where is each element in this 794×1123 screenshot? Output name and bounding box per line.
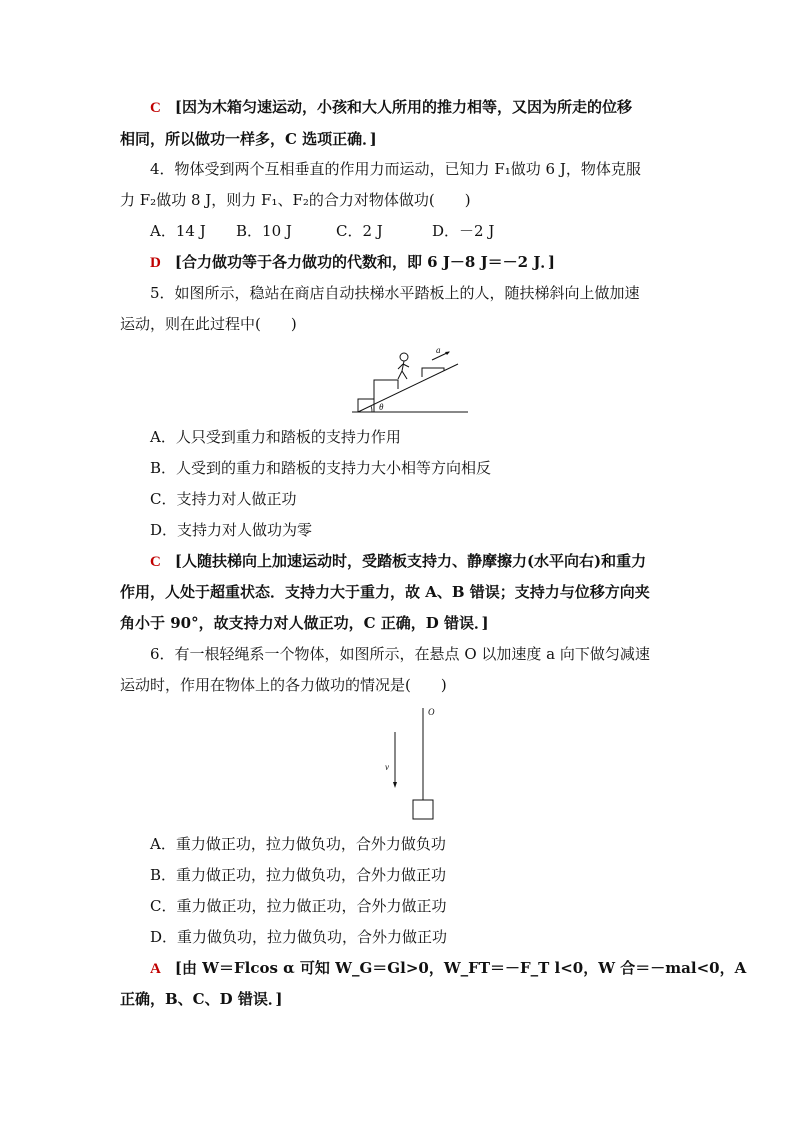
q4-options (150, 221, 710, 241)
q3-explanation-line2: 相同，所以做功一样多，C 选项正确．] (120, 130, 377, 148)
rope-figure (378, 704, 440, 824)
angle-label: θ (379, 402, 384, 412)
q4-stem-line2: 力 F₂做功 8 J，则力 F₁、F₂的合力对物体做功( ) (120, 191, 471, 209)
q6-explanation-line1: [由 W＝Flcos α 可知 W_G＝Gl>0，W_FT＝－F_T l<0，W 合＝－mal<0，A (174, 959, 747, 977)
q5-explanation-line3: 角小于 90°，故支持力对人做正功，C 正确，D 错误．] (120, 614, 489, 632)
q5-option-d: D．支持力对人做功为零 (150, 521, 313, 539)
q6-option-b: B．重力做正功，拉力做负功，合外力做正功 (150, 866, 447, 884)
q4-explanation (150, 252, 710, 273)
q6-stem-line2: 运动时，作用在物体上的各力做功的情况是( ) (120, 676, 447, 694)
point-label: O (428, 707, 435, 717)
q5-stem-line1: 5．如图所示，稳站在商店自动扶梯水平踏板上的人，随扶梯斜向上做加速 (150, 284, 640, 302)
q3-explanation-line1: [因为木箱匀速运动，小孩和大人所用的推力相等，又因为所走的位移 (174, 98, 632, 116)
hanging-block (413, 800, 433, 819)
q6-option-c: C．重力做正功，拉力做正功，合外力做正功 (150, 897, 447, 915)
q5-answer-letter: C (150, 554, 161, 570)
q5-option-a: A．人只受到重力和踏板的支持力作用 (150, 428, 401, 446)
escalator-figure (352, 344, 474, 416)
q3-answer-letter: C (150, 100, 161, 116)
q5-option-b: B．人受到的重力和踏板的支持力大小相等方向相反 (150, 459, 492, 477)
q6-explanation-line2: 正确，B、C、D 错误．] (120, 990, 283, 1008)
q5-stem-line2: 运动，则在此过程中( ) (120, 315, 297, 333)
q6-answer-letter: A (150, 961, 161, 977)
q4-option-a: A．14 J (150, 222, 206, 240)
q5-option-c: C．支持力对人做正功 (150, 490, 297, 508)
q4-stem-line1: 4．物体受到两个互相垂直的作用力而运动，已知力 F₁做功 6 J，物体克服 (150, 160, 641, 178)
q5-explanation (150, 551, 710, 572)
acceleration-label: a (436, 345, 441, 355)
velocity-label: v (385, 762, 389, 772)
q3-explanation (150, 97, 710, 118)
person-head (400, 353, 408, 361)
q6-option-d: D．重力做负功，拉力做负功，合外力做正功 (150, 928, 448, 946)
q4-option-c: C．2 J (336, 222, 383, 240)
q4-option-b: B．10 J (236, 222, 292, 240)
q5-explanation-line1: [人随扶梯向上加速运动时，受踏板支持力、静摩擦力(水平向右)和重力 (174, 552, 647, 570)
q6-stem-line1: 6．有一根轻绳系一个物体，如图所示，在悬点 O 以加速度 a 向下做匀减速 (150, 645, 650, 663)
q4-answer-letter: D (150, 255, 161, 271)
q4-option-d: D．－2 J (432, 222, 495, 240)
q6-option-a: A．重力做正功，拉力做负功，合外力做负功 (150, 835, 446, 853)
q4-explanation-text: [合力做功等于各力做功的代数和，即 6 J－8 J＝－2 J．] (174, 253, 556, 271)
q6-explanation (150, 958, 747, 979)
q5-explanation-line2: 作用，人处于超重状态．支持力大于重力，故 A、B 错误；支持力与位移方向夹 (120, 583, 650, 601)
